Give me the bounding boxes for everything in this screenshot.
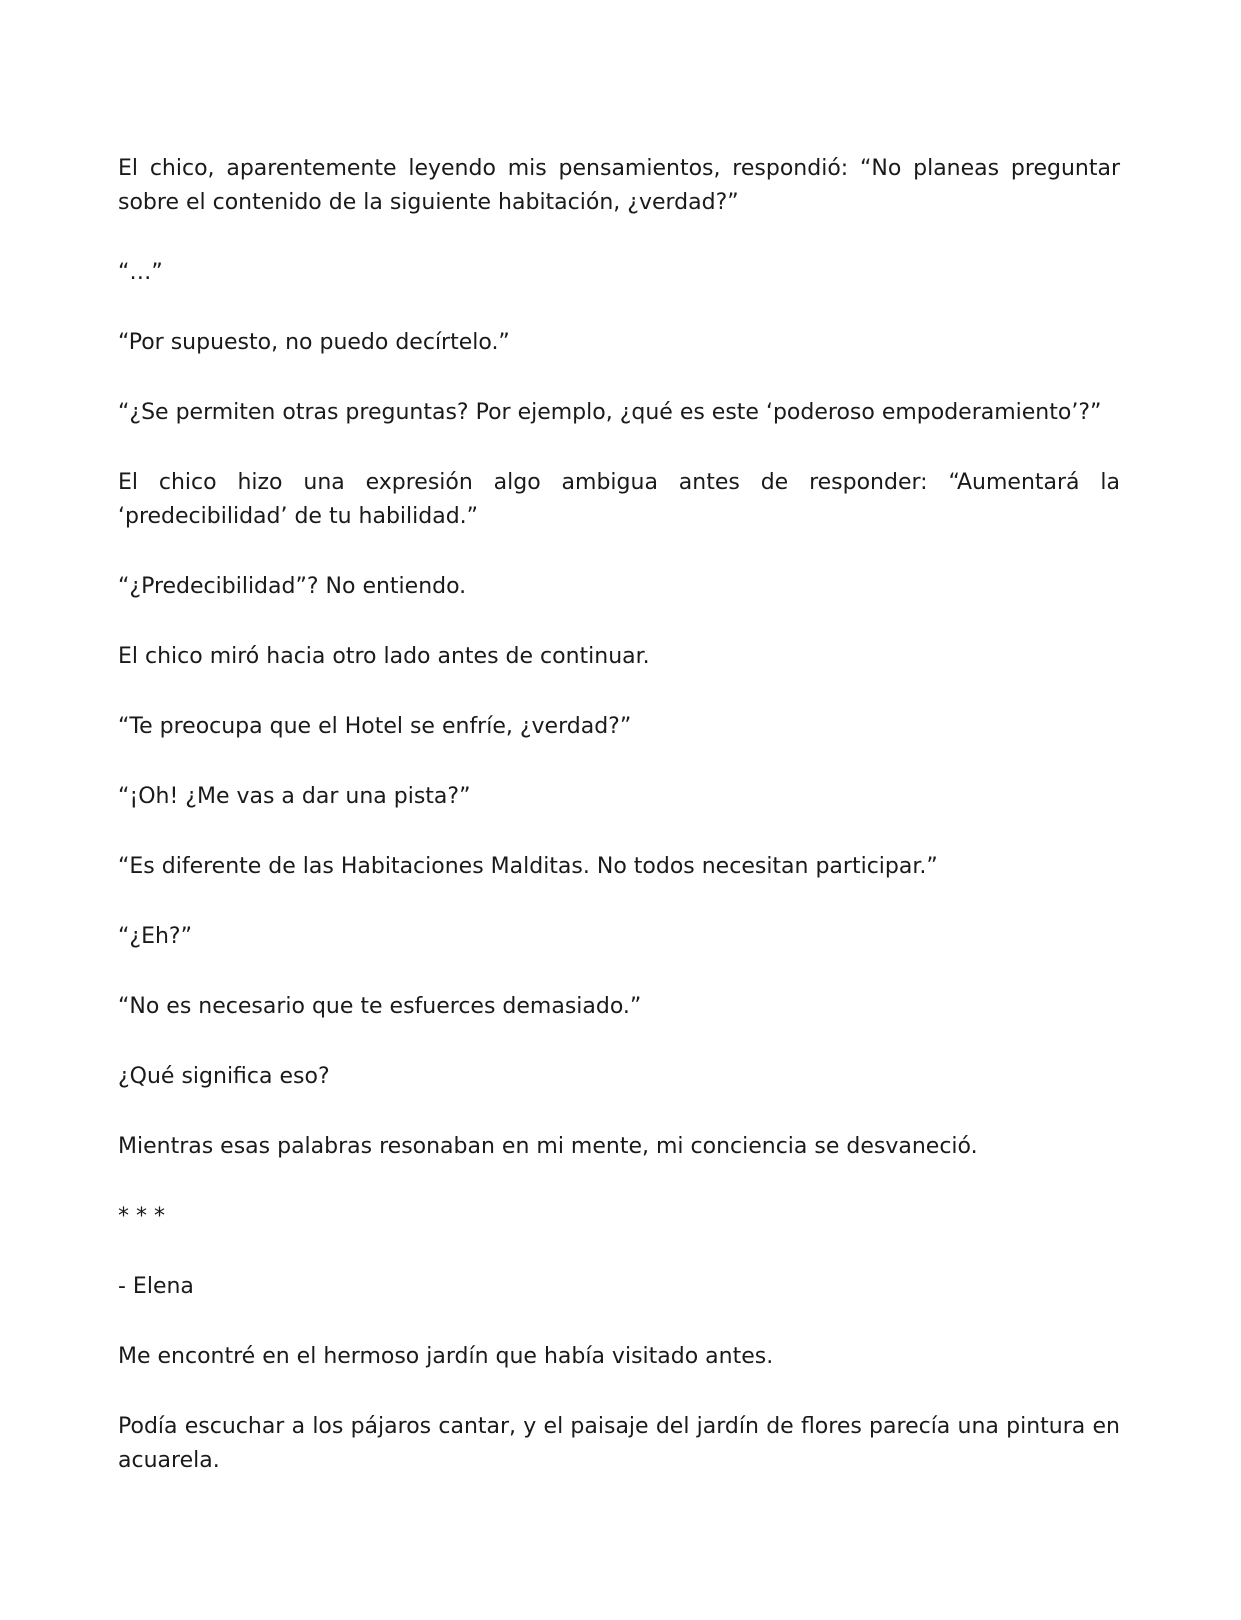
- pov-marker: - Elena: [118, 1274, 194, 1299]
- paragraph: “Es diferente de las Habitaciones Malditas. No todos necesitan participar.”: [118, 854, 938, 879]
- paragraph: El chico, aparentemente leyendo mis pensamientos, respondió: “No planeas preguntar sobre el contenido de la siguiente habitación, ¿verdad?”: [118, 156, 1120, 215]
- paragraph: El chico hizo una expresión algo ambigua antes de responder: “Aumentará la ‘predecibilidad’ de tu habilidad.”: [118, 470, 1120, 529]
- section-break: * * *: [118, 1204, 165, 1229]
- paragraph: “…”: [118, 260, 163, 285]
- paragraph: “Te preocupa que el Hotel se enfríe, ¿verdad?”: [118, 714, 632, 739]
- paragraph: “¿Predecibilidad”? No entiendo.: [118, 574, 467, 599]
- document-page: [118, 152, 1120, 1514]
- paragraph: El chico miró hacia otro lado antes de continuar.: [118, 644, 650, 669]
- paragraph: Me encontré en el hermoso jardín que había visitado antes.: [118, 1344, 774, 1369]
- paragraph: “No es necesario que te esfuerces demasiado.”: [118, 994, 642, 1019]
- paragraph: ¿Qué significa eso?: [118, 1064, 330, 1089]
- paragraph: Mientras esas palabras resonaban en mi mente, mi conciencia se desvaneció.: [118, 1134, 978, 1159]
- paragraph: Podía escuchar a los pájaros cantar, y el paisaje del jardín de flores parecía una pintura en acuarela.: [118, 1414, 1120, 1473]
- paragraph: “¿Se permiten otras preguntas? Por ejemplo, ¿qué es este ‘poderoso empoderamiento’?”: [118, 400, 1102, 425]
- paragraph: “¿Eh?”: [118, 924, 192, 949]
- paragraph: “Por supuesto, no puedo decírtelo.”: [118, 330, 510, 355]
- paragraph: “¡Oh! ¿Me vas a dar una pista?”: [118, 784, 471, 809]
